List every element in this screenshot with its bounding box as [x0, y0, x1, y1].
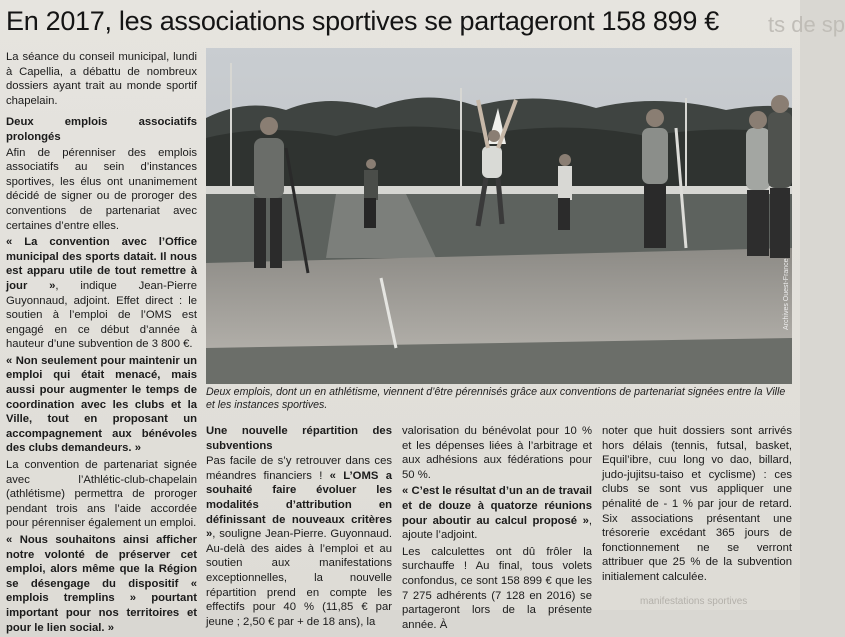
col2-p1 — [206, 454, 392, 629]
col4-p1: noter que huit dossiers sont arrivés hors délais (tennis, futsal, basket, Equil’ibre, cuu long vo dao, billard, judo-jujitsu-taiso et cyclisme) : ces clubs se sont vus appliquer une pénalité de - 1 % par jour de retard. Six associations présentant une trésorerie excédant 365 jours de fonctionnement ne se verront attribuer que 25 % de la subvention initialement calculée. — [602, 425, 792, 583]
col3-p2 — [402, 484, 592, 542]
quote-criteres: « L’OMS a souhaité faire évoluer les modalités d’attribution en définissant de nouveaux critères » — [206, 469, 392, 541]
long-jump-photo — [206, 48, 792, 384]
col2-p1-a: Pas facile de s’y retrouver dans ces méandres financiers ! — [206, 455, 392, 482]
ghost-bottom: manifestations sportives — [640, 596, 748, 607]
column-1 — [6, 50, 197, 637]
headline: En 2017, les associations sportives se partageront 158 899 € — [6, 6, 719, 36]
column-4 — [602, 424, 792, 587]
subhead-repartition: Une nouvelle répartition des subventions — [206, 425, 392, 452]
col1-p3-quote: « Non seulement pour maintenir un emploi qui était menacé, mais aussi pour augmenter le temps de coordination avec les clubs et la Ville, tout en proposant un accompagnement aux bénévoles des clubs demandeurs. » — [6, 354, 197, 455]
column-2 — [206, 424, 392, 631]
quote-travail: « C’est le résultat d’un an de travail et de douze à quatorze réunions pour aboutir au calcul proposé » — [402, 485, 592, 527]
subhead-emplois: Deux emplois associatifs prolongés — [6, 116, 197, 143]
quote-oms: « La convention avec l’Office municipal des sports datait. Il nous est apparu utile de tout remettre à jour » — [6, 236, 197, 292]
col1-p2-rest: , indique Jean-Pierre Guyonnaud, adjoint. Effet direct : le soutien à l’emploi de l’OMS est engagé en ce début d’année à hauteur d’une subvention de 3 800 €. — [6, 279, 197, 351]
col3-p3: Les calculettes ont dû frôler la surchauffe ! Au final, tous volets confondus, ce sont 158 899 € que les 7 275 adhérents (7 128 en 2016) se partageront lors de la présente année. À — [402, 545, 592, 631]
photo-illustration — [206, 48, 792, 384]
photo-caption: Deux emplois, dont un en athlétisme, viennent d’être pérennisés grâce aux conventions de partenariat signées entre la Ville et les instances sportives. — [206, 386, 786, 411]
col3-p2-rest: , ajoute l’adjoint. — [402, 514, 592, 542]
column-3 — [402, 424, 592, 634]
lead-paragraph: La séance du conseil municipal, lundi à Capellia, a débattu de nombreux dossiers ayant trait au monde sportif chapelain. — [6, 51, 197, 107]
col1-p5-quote: « Nous souhaitons ainsi afficher notre volonté de préserver cet emploi, alors même que la Région se désengage du dispositif « emplois tremplins » pourtant important pour nos territoires et pour le lien social. » — [6, 534, 197, 634]
col2-p1-b: , souligne Jean-Pierre. Guyonnaud. Au-delà des aides à l’emploi et au soutien aux manifestations exceptionnelles, la nouvelle répartition prend en compte les effectifs pour 40 % (11,85 € par jeune ; 2,50 € par + de 18 ans), la — [206, 528, 392, 628]
col1-p1: Afin de pérenniser des emplois associatifs au sein d’instances sportives, les élus ont unanimement décidé de signer ou de proroger des conventions de partenariat avec certaines d’entre elles. — [6, 146, 197, 232]
col1-p4: La convention de partenariat signée avec l’Athlétic-club-chapelain (athlétisme) permettra de proroger pendant trois ans l’aide accordée pour pérenniser également un emploi. — [6, 459, 197, 530]
ghost-right-title: ts de sp — [768, 12, 845, 37]
photo-credit: Archives Ouest-France — [783, 258, 790, 330]
col3-p1: valorisation du bénévolat pour 10 % et les dépenses liées à l’arbitrage et aux adhésions aux fédérations pour 50 %. — [402, 425, 592, 481]
col1-p2 — [6, 235, 197, 352]
